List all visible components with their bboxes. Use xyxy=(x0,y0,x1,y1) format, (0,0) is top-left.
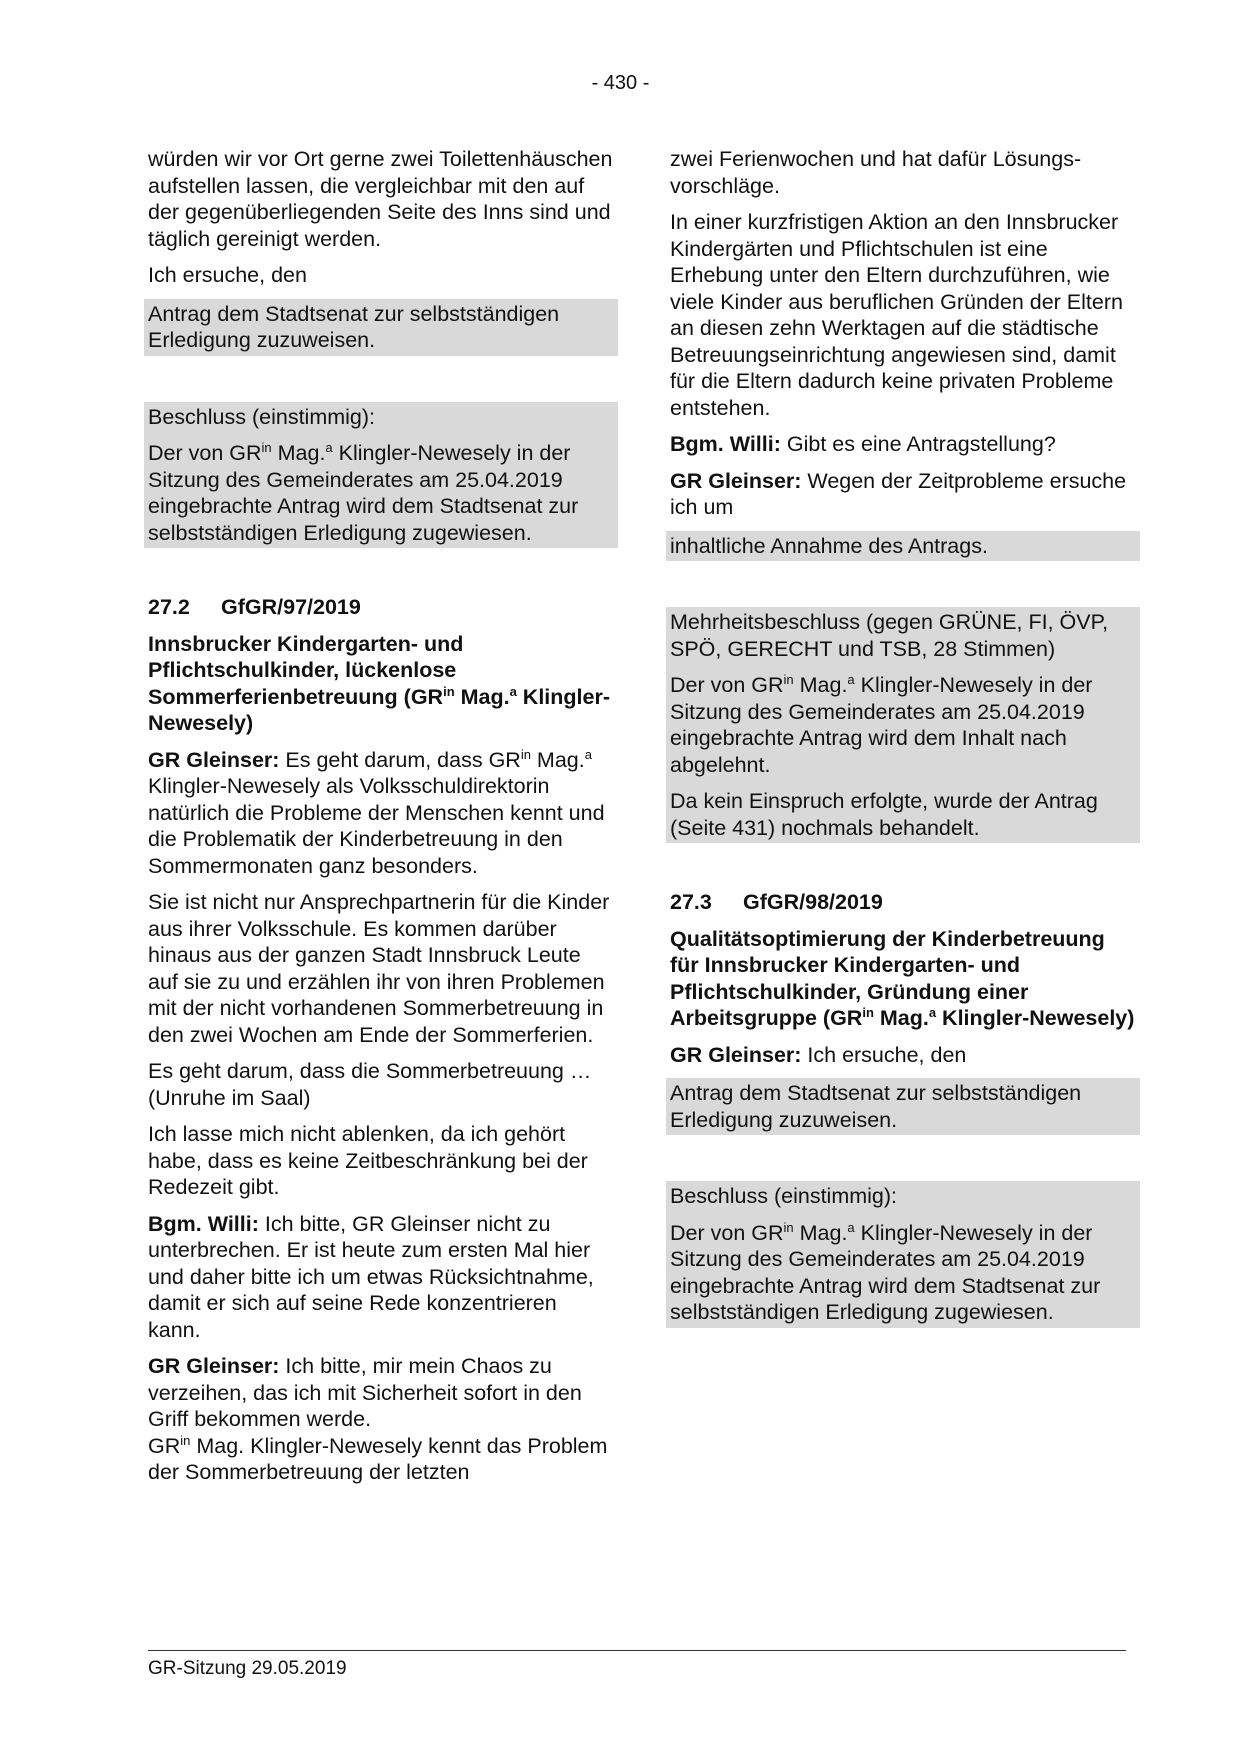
section-number: 27.3 xyxy=(670,890,712,914)
section-title: Innsbrucker Kindergarten- und Pflichtschulkinder, lückenlose Sommerferienbetreuung ($GR^{in}$ Mag.$^a$ Klingler-Newesely) xyxy=(148,631,610,735)
resolution-box xyxy=(666,1181,1140,1328)
section-code: GfGR/97/2019 xyxy=(221,595,361,619)
section-heading xyxy=(148,594,614,621)
section-code: GfGR/98/2019 xyxy=(743,890,883,914)
motion-text: Antrag dem Stadtsenat zur selbstständigen Erledigung zuzuweisen. xyxy=(148,301,560,352)
resolution-text: Der von $GR^{in}$ Mag.$^a$ Klingler-Newesely in der Sitzung des Gemeinderates am 25.04.2019 eingebrachte Antrag wird dem Stadtsenat zur selbstständigen Erledigung zugewiesen. xyxy=(148,439,579,545)
paragraph: würden wir vor Ort gerne zwei Toilettenhäuschen aufstellen lassen, die vergleichbar mit den auf der gegenüberliegenden Seite des Inns sind und täglich gereinigt werden. xyxy=(148,147,613,251)
speaker: GR Gleinser: xyxy=(148,747,280,772)
section-title: Qualitätsoptimierung der Kinderbetreuung für Innsbrucker Kindergarten- und Pflichtschulkinder, Gründung einer Arbeitsgruppe ($GR^{in}$ Mag.$^a$ Klingler-Newesely) xyxy=(670,926,1135,1030)
paragraph: Ich ersuche, den xyxy=(148,263,307,287)
resolution-box xyxy=(144,402,618,549)
resolution-text: Der von $GR^{in}$ Mag.$^a$ Klingler-Newesely in der Sitzung des Gemeinderates am 25.04.2019 eingebrachte Antrag wird dem Stadtsenat zur selbstständigen Erledigung zugewiesen. xyxy=(670,1219,1101,1324)
paragraph: GR Gleinser: Ich bitte, mir mein Chaos zu verzeihen, das ich mit Sicherheit sofort in den Griff bekommen werde. xyxy=(148,1354,582,1431)
paragraph: Sie ist nicht nur Ansprechpartnerin für die Kinder aus ihrer Volksschule. Es kommen darüber hinaus aus der ganzen Stadt Innsbruck Leute auf sie zu und erzählen ihr von ihren Problemen mit der nicht vorhandenen Sommerbetreuung in den zwei Wochen am Ende der Sommerferien. xyxy=(148,890,610,1047)
resolution-heading: Beschluss (einstimmig): xyxy=(148,404,375,429)
resolution-text: Der von $GR^{in}$ Mag.$^a$ Klingler-Newesely in der Sitzung des Gemeinderates am 25.04.2019 eingebrachte Antrag wird dem Inhalt nach abgelehnt. xyxy=(670,671,1093,777)
resolution-box xyxy=(666,607,1140,843)
speaker: GR Gleinser: xyxy=(670,1042,802,1067)
speaker: Bgm. Willi: xyxy=(148,1211,259,1236)
resolution-note: Da kein Einspruch erfolgte, wurde der Antrag (Seite 431) nochmals behandelt. xyxy=(670,789,1098,840)
motion-text: inhaltliche Annahme des Antrags. xyxy=(670,533,988,558)
resolution-heading: Beschluss (einstimmig): xyxy=(670,1184,897,1208)
paragraph: Bgm. Willi: Gibt es eine Antragstellung? xyxy=(670,432,1056,456)
paragraph: Ich lasse mich nicht ablenken, da ich gehört habe, dass es keine Zeitbeschränkung bei der Redezeit gibt. xyxy=(148,1122,588,1199)
paragraph: $GR^{in}$ Mag. Klingler-Newesely kennt das Problem der Sommerbetreuung der letzten xyxy=(148,1432,608,1484)
paragraph: Es geht darum, dass die Sommerbetreuung … (Unruhe im Saal) xyxy=(148,1059,592,1110)
motion-box xyxy=(666,1078,1140,1135)
paragraph: Bgm. Willi: Ich bitte, GR Gleinser nicht zu unterbrechen. Er ist heute zum ersten Mal hier und daher bitte ich um etwas Rücksichtnahme, damit er sich auf seine Rede konzentrieren kann. xyxy=(148,1211,594,1342)
speaker: GR Gleinser: xyxy=(148,1354,280,1378)
right-column xyxy=(670,146,1136,1338)
paragraph: GR Gleinser: Es geht darum, dass $GR^{in}$ Mag.$^a$ Klingler-Newesely als Volksschuldirektorin natürlich die Probleme der Menschen kennt und die Problematik der Kinderbetreuung in den Sommermonaten ganz besonders. xyxy=(148,746,605,878)
footer-divider xyxy=(148,1650,1126,1651)
page-number: - 430 - xyxy=(591,72,650,94)
section-heading xyxy=(670,889,1136,916)
section-number: 27.2 xyxy=(148,595,190,619)
speaker: GR Gleinser: xyxy=(670,468,802,493)
motion-box xyxy=(666,531,1140,562)
speaker: Bgm. Willi: xyxy=(670,432,781,456)
paragraph: zwei Ferienwochen und hat dafür Lösungsvorschläge. xyxy=(670,147,1082,198)
left-column xyxy=(148,146,614,1496)
paragraph: GR Gleinser: Wegen der Zeitprobleme ersuche ich um xyxy=(670,468,1127,519)
paragraph: GR Gleinser: Ich ersuche, den xyxy=(670,1042,967,1067)
footer-session-date: GR-Sitzung 29.05.2019 xyxy=(148,1658,347,1679)
motion-box xyxy=(144,299,618,356)
resolution-heading: Mehrheitsbeschluss (gegen GRÜNE, FI, ÖVP, SPÖ, GERECHT und TSB, 28 Stimmen) xyxy=(670,610,1109,661)
paragraph: In einer kurzfristigen Aktion an den Innsbrucker Kindergärten und Pflichtschulen ist eine Erhebung unter den Eltern durchzuführen, wie viele Kinder aus beruflichen Gründen der Eltern an diesen zehn Werktagen auf die städtische Betreuungseinrichtung angewiesen sind, damit für die Eltern dadurch keine privaten Probleme entstehen. xyxy=(670,210,1123,420)
motion-text: Antrag dem Stadtsenat zur selbstständigen Erledigung zuzuweisen. xyxy=(670,1081,1082,1132)
